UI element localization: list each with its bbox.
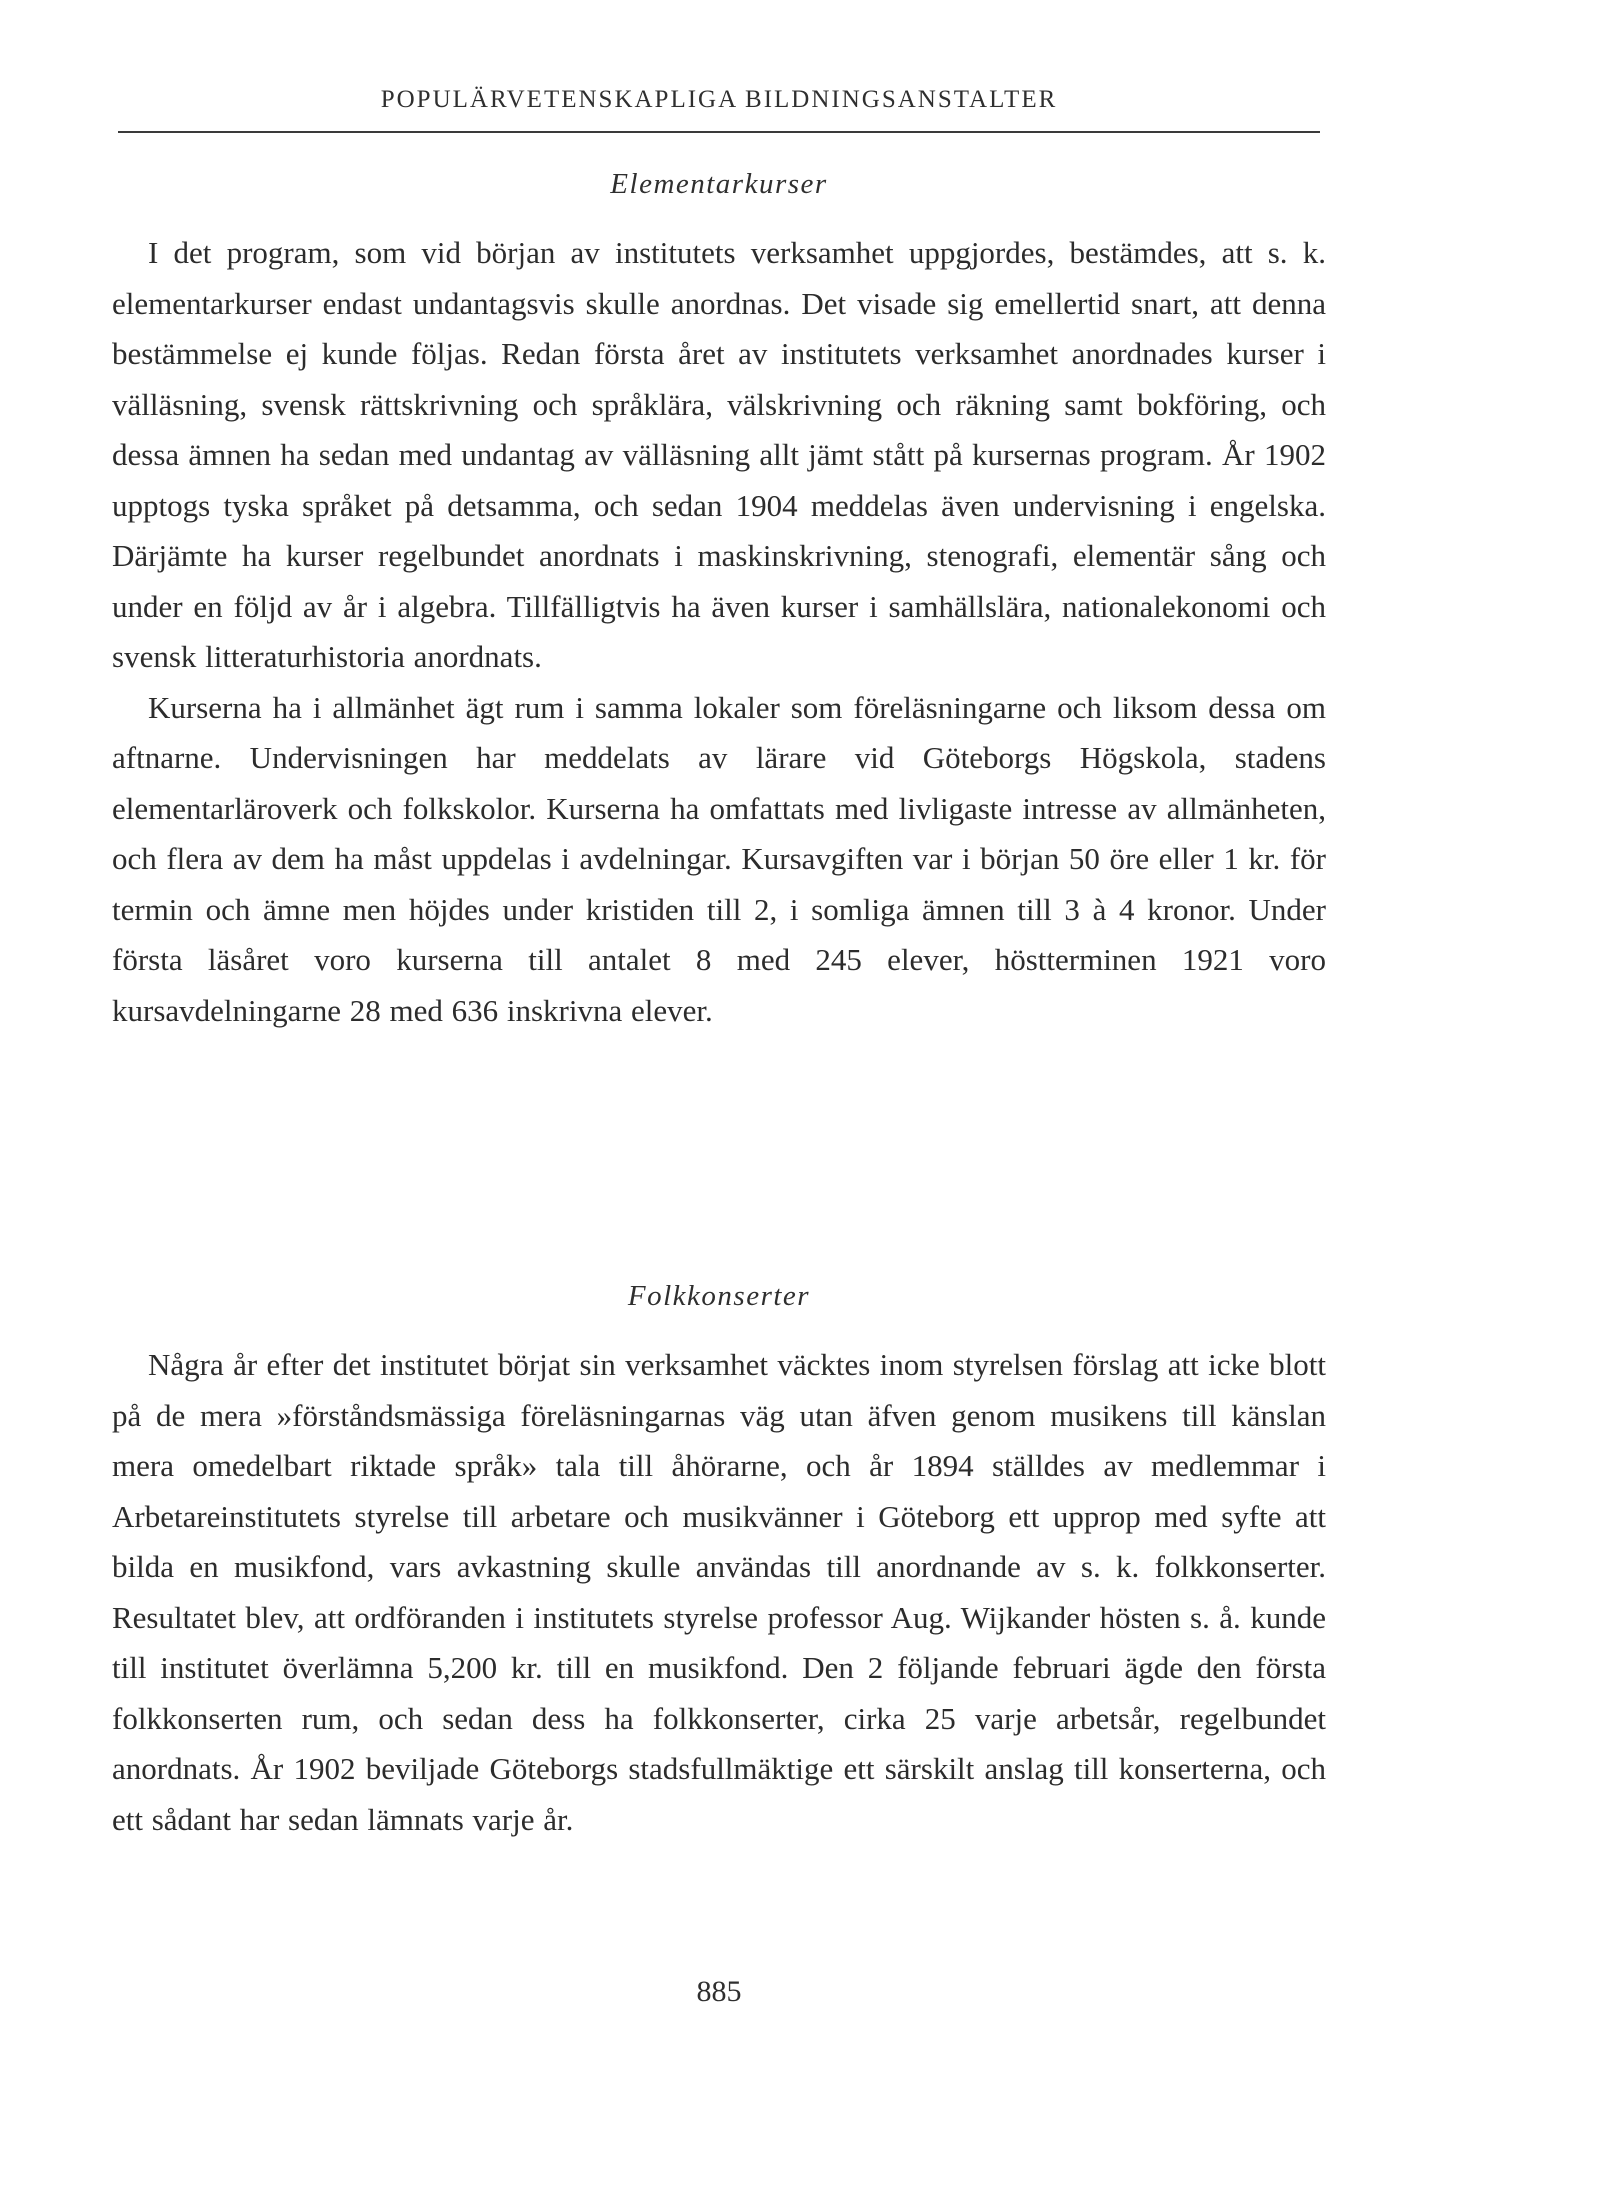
section-body-folkkonserter — [112, 1340, 1326, 1845]
running-header: POPULÄRVETENSKAPLIGA BILDNINGSANSTALTER — [380, 86, 1058, 113]
paragraph: Kurserna ha i allmänhet ägt rum i samma lokaler som föreläsningarne och liksom dessa om aftnarne. Undervisningen har meddelats av lärare vid Göteborgs Högskola, stadens elementarläroverk och folkskolor. Kurserna ha omfattats med livligaste intresse av allmänheten, och flera av dem ha måst uppdelas i avdelningar. Kursavgiften var i början 50 öre eller 1 kr. för termin och ämne men höjdes under kristiden till 2, i somliga ämnen till 3 à 4 kronor. Under första läsåret voro kurserna till antalet 8 med 245 elever, höstterminen 1921 voro kursavdelningarne 28 med 636 inskrivna elever. — [112, 689, 1326, 1028]
section-body-elementarkurser — [112, 228, 1326, 1036]
header-rule — [118, 131, 1320, 133]
section-title-elementarkurser: Elementarkurser — [610, 168, 828, 200]
section-title-folkkonserter: Folkkonserter — [627, 1280, 811, 1312]
paragraph: Några år efter det institutet börjat sin verksamhet väcktes inom styrelsen förslag att icke blott på de mera »förståndsmässiga föreläsningarnas väg utan äfven genom musikens till känslan mera omedelbart riktade språk» tala till åhörarne, och år 1894 ställdes av medlemmar i Arbetareinstitutets styrelse till arbetare och musikvänner i Göteborg ett upprop med syfte att bilda en musikfond, vars avkastning skulle användas till anordnande av s. k. folkkonserter. Resultatet blev, att ordföranden i institutets styrelse professor Aug. Wijkander hösten s. å. kunde till institutet överlämna 5,200 kr. till en musikfond. Den 2 följande februari ägde den första folkkonserten rum, och sedan dess ha folkkonserter, cirka 25 varje arbetsår, regelbundet anordnats. År 1902 beviljade Göteborgs stadsfullmäktige ett särskilt anslag till konserterna, och ett sådant har sedan lämnats varje år. — [112, 1347, 1326, 1837]
paragraph: I det program, som vid början av institutets verksamhet uppgjordes, bestämdes, att s. k. elementarkurser endast undantagsvis skulle anordnas. Det visade sig emellertid snart, att denna bestämmelse ej kunde följas. Redan första året av institutets verksamhet anordnades kurser i välläsning, svensk rättskrivning och språklära, välskrivning och räkning samt bokföring, och dessa ämnen ha sedan med undantag av välläsning allt jämt stått på kursernas program. År 1902 upptogs tyska språket på detsamma, och sedan 1904 meddelas även undervisning i engelska. Därjämte ha kurser regelbundet anordnats i maskinskrivning, stenografi, elementär sång och under en följd av år i algebra. Tillfälligtvis ha även kurser i samhällslära, nationalekonomi och svensk litteraturhistoria anordnats. — [112, 235, 1326, 674]
page-number: 885 — [696, 1975, 742, 2008]
